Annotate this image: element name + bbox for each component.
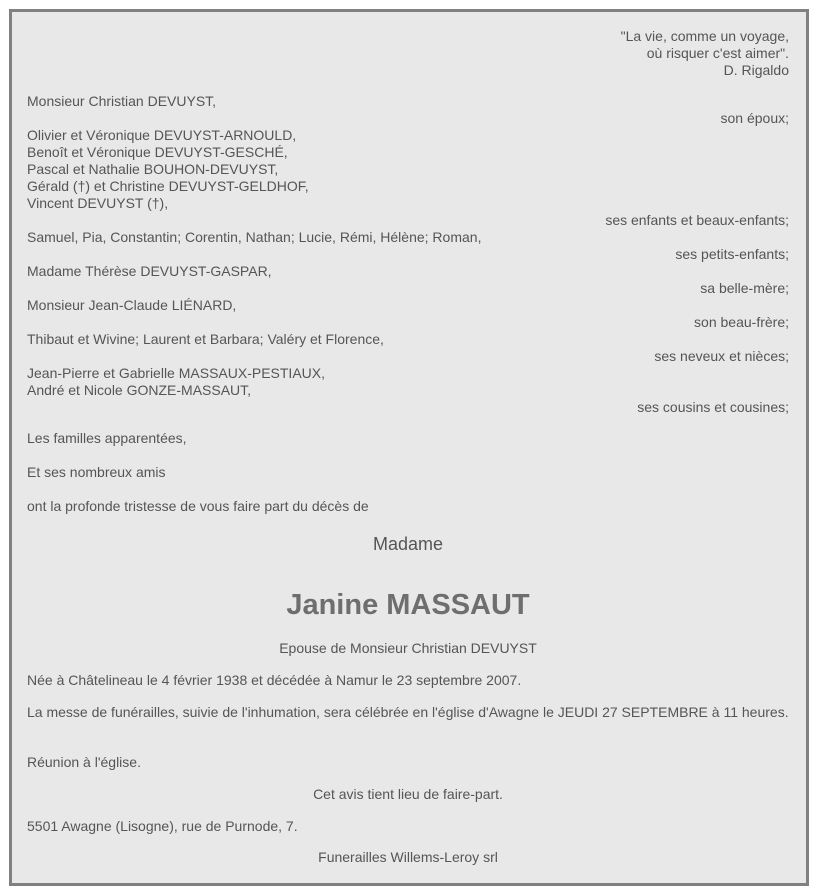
family-name: Olivier et Véronique DEVUYST-ARNOULD,: [27, 127, 297, 143]
family-relation: ses neveux et nièces;: [654, 348, 789, 364]
family-name: Pascal et Nathalie BOUHON-DEVUYST,: [27, 161, 279, 177]
family-name: Gérald (†) et Christine DEVUYST-GELDHOF,: [27, 178, 309, 194]
family-name: Benoît et Véronique DEVUYST-GESCHÉ,: [27, 144, 288, 160]
family-relation: ses cousins et cousines;: [637, 399, 789, 415]
family-name: Madame Thérèse DEVUYST-GASPAR,: [27, 263, 272, 279]
spouse-line: Epouse de Monsieur Christian DEVUYST: [279, 640, 537, 656]
family-name: Monsieur Christian DEVUYST,: [27, 93, 217, 109]
families-line: Les familles apparentées,: [27, 430, 187, 446]
notice-line: Cet avis tient lieu de faire-part.: [313, 786, 503, 802]
deceased-name: Janine MASSAUT: [286, 589, 530, 621]
family-relation: ses petits-enfants;: [675, 246, 789, 262]
epigraph: [621, 28, 789, 79]
family-relation: ses enfants et beaux-enfants;: [605, 212, 789, 228]
honorific: Madame: [372, 534, 444, 554]
epigraph-author: D. Rigaldo: [723, 62, 789, 78]
family-name: Monsieur Jean-Claude LIÉNARD,: [27, 297, 237, 313]
family-relation: son époux;: [720, 110, 789, 126]
family-name: Jean-Pierre et Gabrielle MASSAUX-PESTIAUX,: [27, 365, 325, 381]
epigraph-line-1: "La vie, comme un voyage,: [620, 28, 789, 44]
friends-line: Et ses nombreux amis: [27, 464, 166, 480]
funeral-details: La messe de funérailles, suivie de l'inhumation, sera célébrée en l'église d'Awagne le JEUDI 27 SEPTEMBRE à 11 heures.: [27, 704, 789, 720]
address: 5501 Awagne (Lisogne), rue de Purnode, 7.: [27, 818, 298, 834]
family-name: Vincent DEVUYST (†),: [27, 195, 169, 211]
epigraph-line-2: où risquer c'est aimer".: [646, 45, 789, 61]
announcement: ont la profonde tristesse de vous faire part du décès de: [27, 498, 369, 514]
funeral-home: Funerailles Willems-Leroy srl: [318, 849, 498, 865]
family-relation: sa belle-mère;: [700, 280, 789, 296]
meeting-line: Réunion à l'église.: [27, 754, 141, 770]
family-name: André et Nicole GONZE-MASSAUT,: [27, 382, 252, 398]
family-name: Samuel, Pia, Constantin; Corentin, Nathan; Lucie, Rémi, Hélène; Roman,: [27, 229, 482, 245]
family-relation: son beau-frère;: [694, 314, 789, 330]
family-name: Thibaut et Wivine; Laurent et Barbara; Valéry et Florence,: [27, 331, 384, 347]
birth-death: Née à Châtelineau le 4 février 1938 et décédée à Namur le 23 septembre 2007.: [27, 672, 522, 688]
obituary-frame: [9, 9, 809, 886]
